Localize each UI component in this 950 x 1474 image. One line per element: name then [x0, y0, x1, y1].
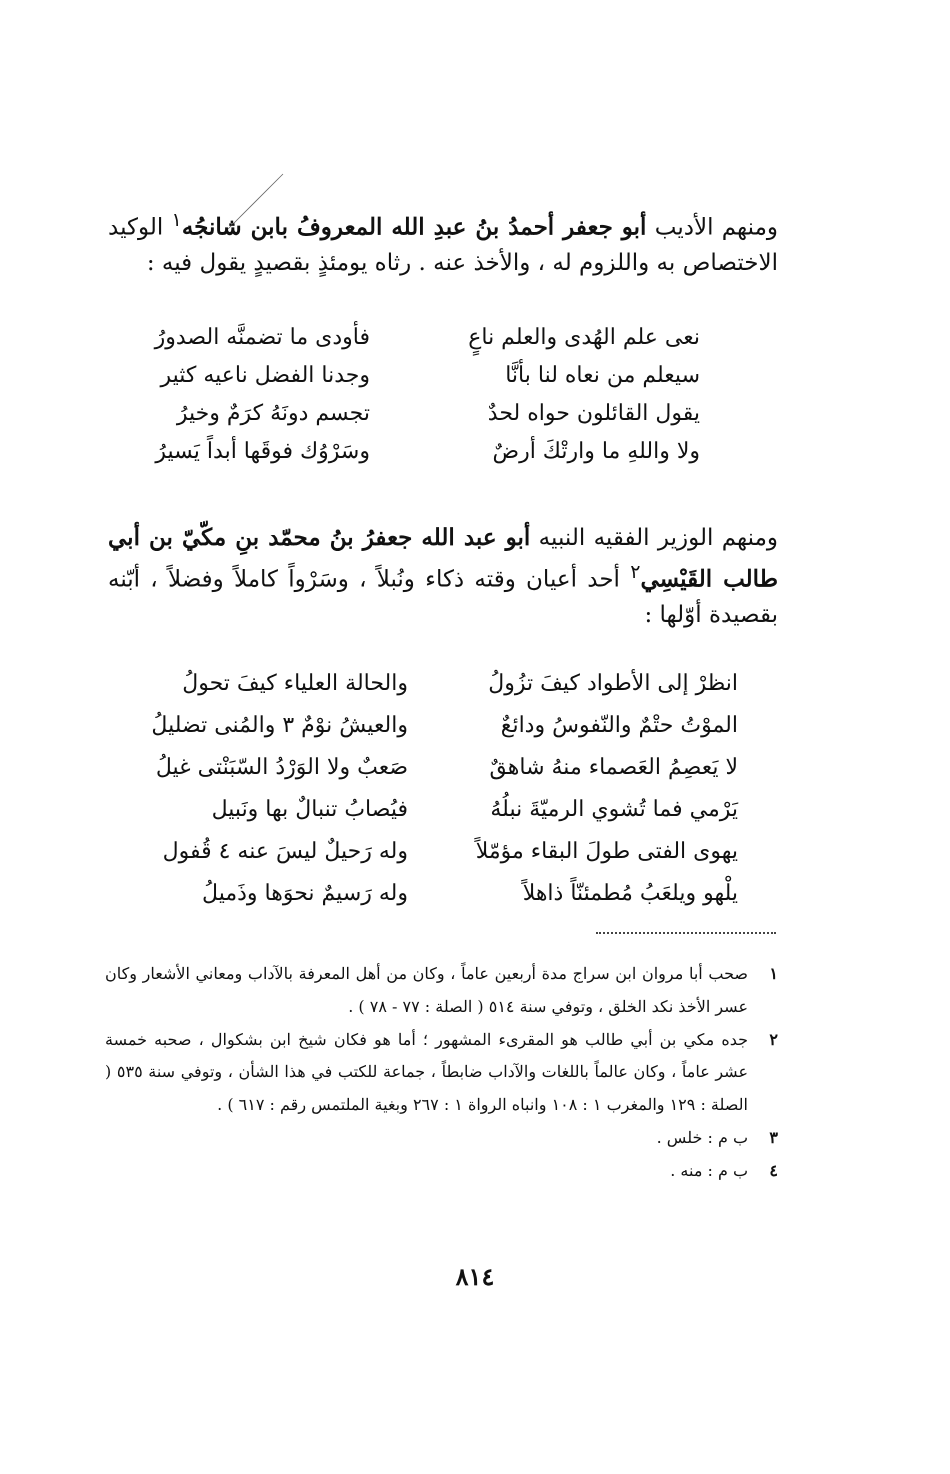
hemistich-first: ولا واللهِ ما وارتْكَ أرضٌ	[492, 438, 700, 464]
poem2-verse	[138, 704, 738, 746]
hemistich-first: يقول القائلون حواه لحدٌ	[487, 400, 700, 426]
hemistich-second: صَعبٌ ولا الوَرْدُ السّبَنْتى غيلُ	[155, 754, 408, 780]
para1-name: أبو جعفر أحمدُ بنُ عبدِ الله المعروفُ بابن شانجُه	[181, 213, 647, 241]
hemistich-second: وله رَحيلٌ ليسَ عنه ٤ قُفول	[162, 838, 408, 864]
paragraph-2	[108, 520, 778, 634]
hemistich-first: سيعلم من نعاه لنا بأنَّا	[505, 362, 700, 388]
footnote-text: ب م : خلس .	[656, 1127, 748, 1147]
footnote-text: صحب أبا مروان ابن سراج مدة أربعين عاماً ، وكان من أهل المعرفة بالآداب ومعاني الأشعار وكان عسر الأخذ نكد الخلق ، وتوفي سنة ٥١٤ ( الصلة : ٧٧ - ٧٨ ) .	[105, 964, 748, 1016]
hemistich-second: والعيشُ نوْمٌ ٣ والمُنى تضليلُ	[151, 712, 408, 738]
footnote-number: ٢	[769, 1029, 778, 1049]
hemistich-first: يَرْمي فما تُشوي الرميّةَ نبلُهُ	[490, 796, 738, 822]
hemistich-second: وله رَسيمٌ نحوَها وذَميلُ	[202, 880, 408, 906]
footnote-number: ٣	[769, 1127, 778, 1147]
footnote	[105, 1122, 778, 1155]
footnote-marker-1: ١	[171, 208, 182, 231]
footnote	[105, 958, 778, 1024]
poem1-verse	[100, 432, 700, 470]
hemistich-first: لا يَعصِمُ العَصماء منهُ شاهقٌ	[489, 754, 738, 780]
hemistich-second: تجسم دونَهُ كرَمٌ وخيرُ	[176, 400, 370, 426]
poem2-verse	[138, 788, 738, 830]
para1-rest: الوكيد الاختصاص به واللزوم له ، والأخذ عنه . رثاه يومئذٍ بقصيدٍ يقول فيه :	[108, 214, 778, 277]
para2-name: أبو عبد الله جعفرُ بنُ محمّد بنِ مكّيّ بن أبي طالب القَيْسِي	[108, 524, 778, 593]
hemistich-first: نعى علم الهُدى والعلم ناعٍ	[468, 324, 700, 350]
footnote-number: ٤	[769, 1160, 778, 1180]
poem2-verse	[138, 830, 738, 872]
hemistich-first: انظرْ إلى الأطواد كيفَ تزُولُ	[488, 670, 738, 696]
footnote-marker-2: ٢	[630, 559, 641, 583]
footnote-text: جده مكي بن أبي طالب هو المقرىء المشهور ؛ أما هو فكان شيخ ابن بشكوال ، صحبه خمسة عشر عاماً ، وكان عالماً باللغات والآداب ضابطاً ، جماعة للكتب في هذا الشأن ، وتوفي سنة ٥٣٥ ( الصلة : ١٢٩ والمغرب ١ : ١٠٨ وانباه الرواة ١ : ٢٦٧ وبغية الملتمس رقم : ٦١٧ ) .	[105, 1029, 749, 1115]
poem2-verse	[138, 746, 738, 788]
hemistich-second: فأودى ما تضمنَّه الصدورُ	[154, 324, 370, 350]
footnote	[105, 1024, 778, 1122]
footnotes	[105, 958, 778, 1188]
poem2-verse	[138, 872, 738, 914]
hemistich-second: وسَرْوُك فوقَها أبداً يَسيرُ	[155, 438, 370, 464]
poem1-verse	[100, 318, 700, 356]
poem1-verse	[100, 394, 700, 432]
hemistich-first: الموْتُ حتْمٌ والنّفوسُ ودائعٌ	[500, 712, 738, 738]
footnote-number: ١	[769, 964, 778, 983]
paragraph-1	[108, 205, 778, 282]
para2-rest: أحد أعيان وقته ذكاء ونُبلاً ، وسَرْواً كاملاً وفضلاً ، أبّنه بقصيدة أوّلها :	[108, 566, 778, 628]
hemistich-second: وجدنا الفضل ناعيه كثير	[160, 362, 370, 388]
footnote-text: ب م : منه .	[670, 1160, 748, 1180]
hemistich-second: فيُصابُ تنبالٌ بها ونَبيل	[211, 796, 408, 822]
page-number: ٨١٤	[455, 1262, 495, 1291]
footnote-separator	[596, 932, 776, 934]
poem-2	[138, 662, 738, 914]
poem2-verse	[138, 662, 738, 704]
para2-lead: ومنهم الوزير الفقيه النبيه	[538, 525, 778, 551]
para1-lead: ومنهم الأديب	[654, 214, 779, 241]
poem1-verse	[100, 356, 700, 394]
footnote	[105, 1155, 778, 1188]
hemistich-second: والحالة العلياء كيفَ تحولُ	[182, 670, 408, 696]
hemistich-first: يلْهو ويلعَبُ مُطمئنّاً ذاهلاً	[522, 880, 738, 906]
hemistich-first: يهوى الفتى طولَ البقاء مؤمّلاً	[475, 838, 738, 864]
poem-1	[100, 318, 700, 470]
